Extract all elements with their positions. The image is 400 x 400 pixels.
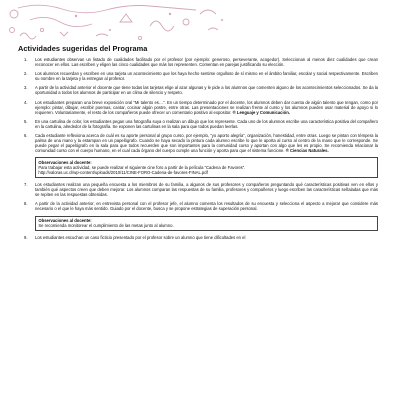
teacher-observation-box	[35, 157, 378, 177]
item-number: 1.	[24, 57, 28, 62]
list-item	[18, 57, 378, 67]
teacher-observation-box	[35, 216, 378, 231]
item-number: 2.	[24, 71, 28, 77]
item-text: Los estudiantes realizan una pequeña encuesta a los miembros de su familia, a algunos de sus profesores y compañeros preguntando qué características positivas ven en ellos y también qué aspectos creen que deben mejorar. Los alumnos comparan las respuestas de su familia, profesores y compañeros y luego escriben las características señaladas que más se repiten en las respuestas obtenidas.	[35, 182, 378, 198]
item-text: Cada estudiante reflexiona acerca de cuál es su aporte personal al grupo curso, por ejemplo, “yo aporto alegría”, organización, honestidad, entre otras. Luego se pintan con témpera la palma de una mano y la estampan en un papelógrafo. Cuando se haya secado la pintura cada alumno escribe lo que le aporta al curso al centro de la mano que le corresponde. Se puede pegar el papelógrafo en la sala para que todos recuerden que son importantes para la comunidad curso y aportan con algo que les es propio. Se recomienda relacionar la comunidad curso con el cuerpo humano, en el cual cada órgano del cuerpo cumple una función y aporta para que el sistema funcione.	[35, 132, 378, 154]
item-number: 5.	[24, 118, 28, 124]
item-number: 4.	[24, 99, 28, 105]
subject-link-label: ® Lenguaje y Comunicación.	[232, 109, 290, 115]
item-text: En una cartulina de color, los estudiantes pegan una fotografía suya o realizan un dibujo que los represente. Cada uno de los alumnos escribe una característica positiva del compañero en la cartulina, alrededor de la fotografía. Se exponen las cartulinas en la sala para que todos puedan leerlas.	[35, 118, 378, 129]
item-text: Los estudiantes preparan una breve exposición oral “Mi talento es…”. En un tiempo determinado por el docente, los alumnos deben dar cuenta de algún talento que tengan, como por ejemplo: pintar, dibujar, escribir poemas, cantar, cocinar algún postre, entre otras. Las presentaciones se realizan frente al curso y los alumnos pueden usar material de apoyo si lo requieren. Voluntariamente, el resto de los compañeros puede ofrecer un comentario positivo al expositor.	[35, 99, 378, 115]
item-text: Los estudiantes observan un listado de cualidades facilitado por el profesor (por ejemplo: generoso, perseverante, acogedor). Seleccionan al menos diez cualidades que crean reconocer en ellos. Las escriben y eligen las cinco cualidades que más los representen. Comentan en parejas justificando su elección.	[35, 57, 378, 68]
list-item	[18, 235, 378, 240]
activity-list	[18, 57, 378, 245]
list-item	[18, 85, 378, 95]
list-item	[18, 201, 378, 211]
list-item	[18, 182, 378, 197]
observation-url-link[interactable]: http://valoras.uc.cl/wp-content/uploads/2010/11/CINE-FORO-Cadena-de-favores-FINAL.pdf	[38, 169, 208, 175]
item-number: 3.	[24, 85, 28, 91]
item-number: 9.	[24, 235, 28, 241]
item-number: 7.	[24, 182, 28, 188]
list-item	[18, 100, 378, 115]
item-text: Los alumnos recuerdan y escriben en una tarjeta un acontecimiento que los haya hecho sentirse orgulloso de sí mismo en el ámbito familiar, escolar y social respectivamente. Escriben su nombre en la tarjeta y la entregan al profesor.	[35, 71, 378, 82]
observation-text: Para trabajar esta actividad, se puede realizar el siguiente cine foro a partir de la película “Cadena de Favores”.	[38, 164, 246, 170]
observation-title: Observaciones al docente:	[38, 218, 92, 224]
item-text: A partir de la actividad anterior el docente que tiene todas las tarjetas elige al azar algunas y le pide a los alumnos que comenten alguno de los acontecimientos seleccionados. Se da la oportunidad a todos los alumnos de participar en un clima de silencio y respeto.	[35, 85, 378, 96]
item-number: 6.	[24, 132, 28, 138]
section-title: Actividades sugeridas del Programa	[18, 44, 148, 53]
list-item	[18, 133, 378, 153]
item-text: Los estudiantes escuchan un caso ficticio presentado por el profesor sobre un alumno que tiene dificultades en el	[35, 235, 246, 241]
observation-title: Observaciones al docente:	[38, 159, 92, 165]
item-number: 8.	[24, 201, 28, 207]
item-text: A partir de la actividad anterior, en entrevista personal con el profesor jefe, el alumno comenta los resultados de su encuesta y selecciona el aspecto a mejorar que considere más necesario o el que le haya más sentido. Guiado por el docente, busca y se propone estrategias de superación personal.	[35, 201, 378, 212]
subject-link-label: ® Ciencias Naturales.	[285, 148, 329, 154]
observation-text: Se recomienda monitorear el cumplimiento de las metas junto al alumno.	[38, 223, 174, 229]
list-item	[18, 71, 378, 81]
list-item	[18, 119, 378, 129]
